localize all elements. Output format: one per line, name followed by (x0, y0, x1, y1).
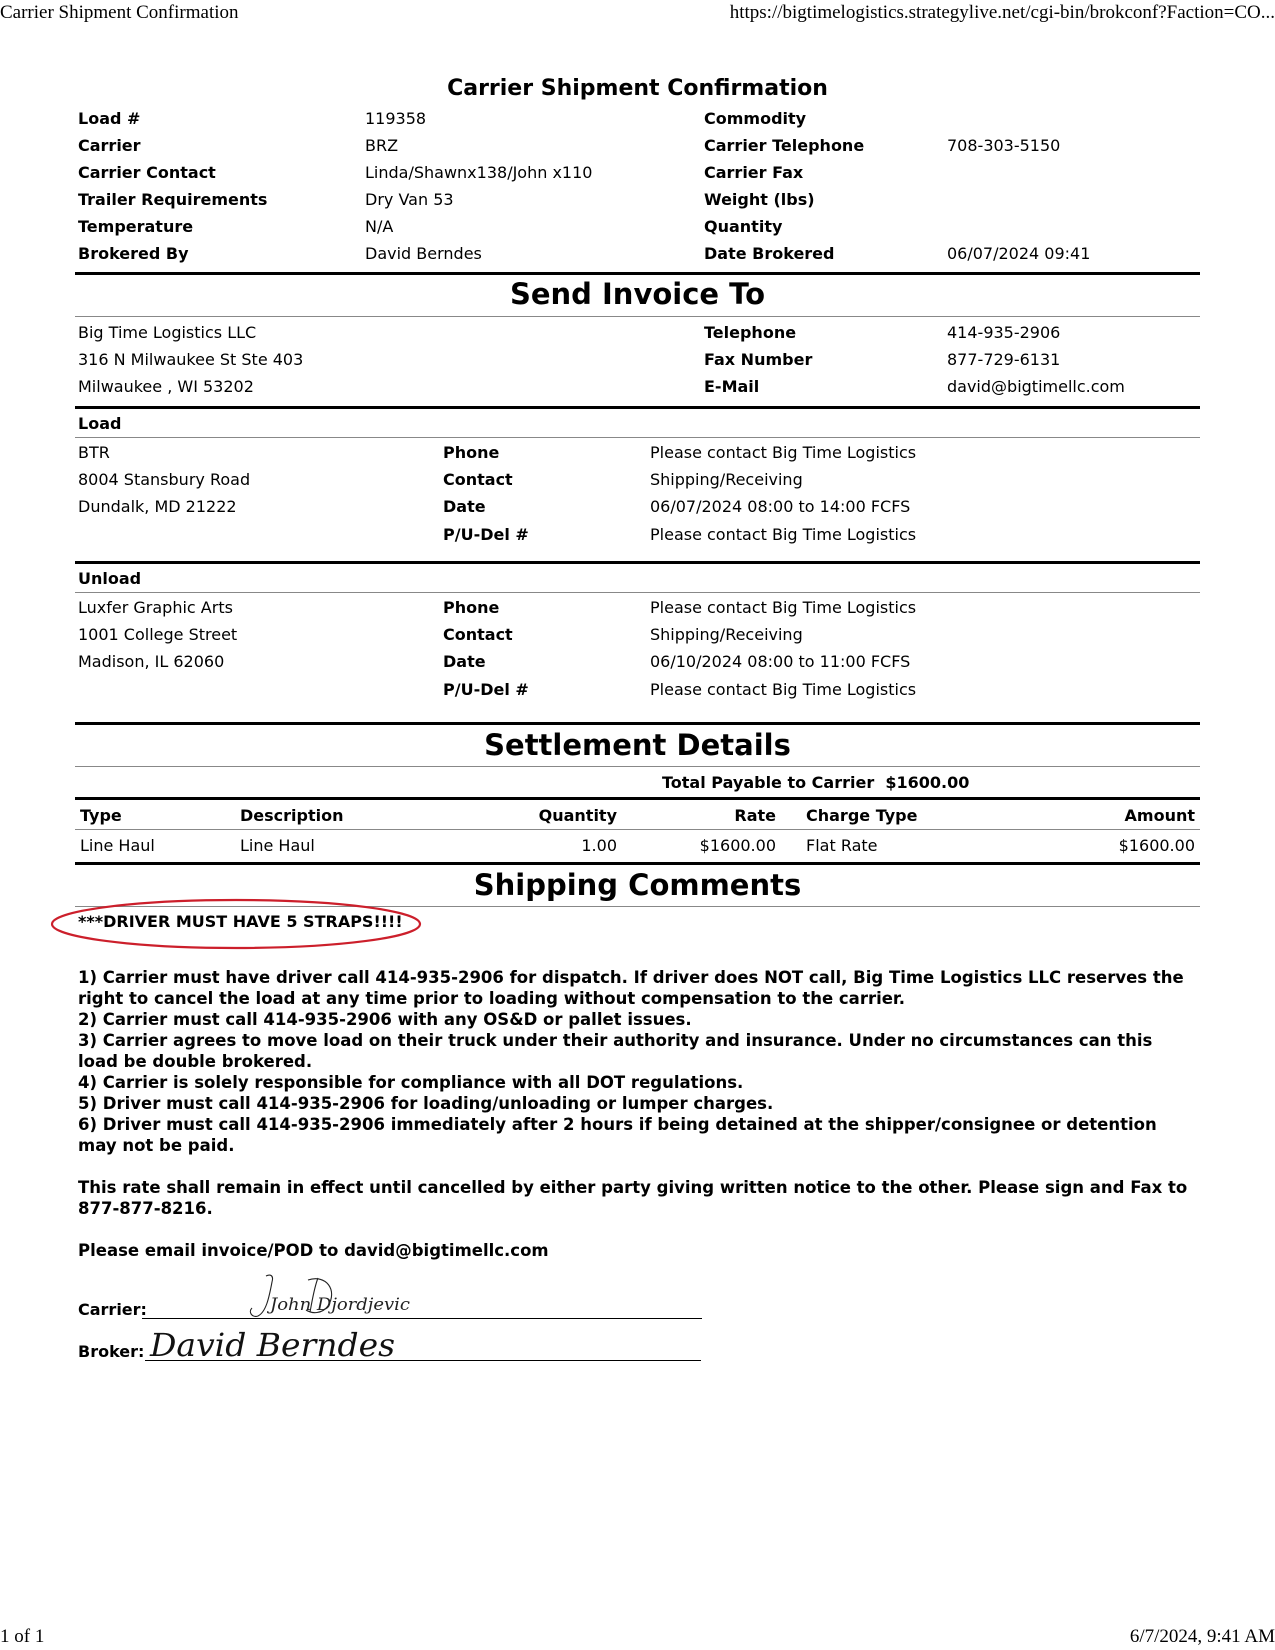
unload-phone-value: Please contact Big Time Logistics (650, 598, 917, 617)
cell-rate: $1600.00 (699, 836, 776, 855)
trailer-requirements-value: Dry Van 53 (365, 190, 454, 209)
unload-address-line1: 1001 College Street (78, 625, 238, 644)
page-counter: 1 of 1 (0, 1626, 45, 1647)
print-page-title: Carrier Shipment Confirmation (0, 2, 239, 23)
quantity-label: Quantity (704, 217, 783, 236)
invoice-address-line2: Milwaukee , WI 53202 (78, 377, 254, 396)
divider (75, 592, 1200, 593)
print-url: https://bigtimelogistics.strategylive.net/cgi-bin/brokconf?Faction=CO... (729, 2, 1275, 23)
load-number-value: 119358 (365, 109, 427, 128)
carrier-telephone-value: 708-303-5150 (947, 136, 1061, 155)
load-address-line2: Dundalk, MD 21222 (78, 497, 237, 516)
unload-address-line2: Madison, IL 62060 (78, 652, 225, 671)
term-item: 1) Carrier must have driver call 414-935-2906 for dispatch. If driver does NOT call, Big Time Logistics LLC reserves the right to cancel the load at any time prior to loading without compensation to the carrier. (78, 968, 1184, 1008)
load-contact-value: Shipping/Receiving (650, 470, 803, 489)
trailer-requirements-label: Trailer Requirements (78, 190, 268, 209)
cell-type: Line Haul (80, 836, 155, 855)
document-title: Carrier Shipment Confirmation (447, 76, 828, 101)
column-header-charge-type: Charge Type (806, 806, 918, 825)
broker-signature (148, 1318, 408, 1366)
carrier-label: Carrier (78, 136, 141, 155)
divider (75, 862, 1200, 865)
date-brokered-label: Date Brokered (704, 244, 835, 263)
load-address-line1: 8004 Stansbury Road (78, 470, 251, 489)
send-invoice-heading: Send Invoice To (509, 277, 766, 311)
divider (75, 829, 1200, 830)
cell-amount: $1600.00 (1118, 836, 1195, 855)
load-phone-label: Phone (443, 443, 500, 462)
divider (75, 561, 1200, 564)
unload-pudel-value: Please contact Big Time Logistics (650, 680, 917, 699)
divider (75, 316, 1200, 317)
rate-validity-note: This rate shall remain in effect until cancelled by either party giving written notice to the other. Please sign and Fax to 877-877-8216. (78, 1178, 1188, 1218)
invoice-fax-value: 877-729-6131 (947, 350, 1061, 369)
term-item: 2) Carrier must call 414-935-2906 with any OS&D or pallet issues. (78, 1010, 692, 1029)
invoice-company-name: Big Time Logistics LLC (78, 323, 257, 342)
load-contact-label: Contact (443, 470, 513, 489)
load-heading: Load (78, 414, 122, 433)
invoice-email-label: E-Mail (704, 377, 760, 396)
terms-list (78, 967, 1198, 1156)
unload-date-label: Date (443, 652, 486, 671)
column-header-quantity: Quantity (538, 806, 617, 825)
column-header-type: Type (80, 806, 122, 825)
load-date-value: 06/07/2024 08:00 to 14:00 FCFS (650, 497, 911, 516)
shipping-comments-heading: Shipping Comments (473, 868, 802, 902)
invoice-email-value: david@bigtimellc.com (947, 377, 1125, 396)
broker-signature-label: Broker: (78, 1342, 145, 1361)
unload-contact-value: Shipping/Receiving (650, 625, 803, 644)
carrier-contact-label: Carrier Contact (78, 163, 216, 182)
settlement-heading: Settlement Details (484, 728, 791, 762)
cell-quantity: 1.00 (581, 836, 617, 855)
term-item: 6) Driver must call 414-935-2906 immediately after 2 hours if being detained at the shipper/consignee or detention may not be paid. (78, 1115, 1157, 1155)
driver-straps-note: ***DRIVER MUST HAVE 5 STRAPS!!!! (78, 912, 403, 931)
cell-charge-type: Flat Rate (806, 836, 878, 855)
print-datetime: 6/7/2024, 9:41 AM (1129, 1626, 1275, 1647)
temperature-label: Temperature (78, 217, 194, 236)
divider (75, 272, 1200, 275)
term-item: 4) Carrier is solely responsible for compliance with all DOT regulations. (78, 1073, 744, 1092)
total-payable-label: Total Payable to Carrier (662, 773, 875, 792)
unload-date-value: 06/10/2024 08:00 to 11:00 FCFS (650, 652, 911, 671)
total-payable-value: $1600.00 (885, 773, 970, 792)
column-header-rate: Rate (734, 806, 776, 825)
load-pudel-value: Please contact Big Time Logistics (650, 525, 917, 544)
divider (75, 437, 1200, 438)
invoice-address-line1: 316 N Milwaukee St Ste 403 (78, 350, 304, 369)
divider (75, 722, 1200, 725)
load-pudel-label: P/U-Del # (443, 525, 529, 544)
unload-phone-label: Phone (443, 598, 500, 617)
unload-pudel-label: P/U-Del # (443, 680, 529, 699)
carrier-telephone-label: Carrier Telephone (704, 136, 865, 155)
date-brokered-value: 06/07/2024 09:41 (947, 244, 1091, 263)
divider (75, 797, 1200, 800)
load-name: BTR (78, 443, 110, 462)
column-header-amount: Amount (1124, 806, 1195, 825)
invoice-telephone-label: Telephone (704, 323, 797, 342)
weight-label: Weight (lbs) (704, 190, 815, 209)
carrier-value: BRZ (365, 136, 399, 155)
carrier-contact-value: Linda/Shawnx138/John x110 (365, 163, 593, 182)
term-item: 5) Driver must call 414-935-2906 for loading/unloading or lumper charges. (78, 1094, 774, 1113)
invoice-fax-label: Fax Number (704, 350, 813, 369)
temperature-value: N/A (365, 217, 394, 236)
invoice-telephone-value: 414-935-2906 (947, 323, 1061, 342)
email-invoice-note: Please email invoice/POD to david@bigtimellc.com (78, 1241, 549, 1260)
term-item: 3) Carrier agrees to move load on their truck under their authority and insurance. Under no circumstances can this load be double brokered. (78, 1031, 1153, 1071)
unload-contact-label: Contact (443, 625, 513, 644)
total-payable (662, 773, 969, 792)
brokered-by-value: David Berndes (365, 244, 482, 263)
load-number-label: Load # (78, 109, 141, 128)
unload-name: Luxfer Graphic Arts (78, 598, 233, 617)
carrier-signature-text: John Djordjevic (266, 1295, 411, 1315)
divider (75, 406, 1200, 409)
brokered-by-label: Brokered By (78, 244, 189, 263)
carrier-fax-label: Carrier Fax (704, 163, 804, 182)
column-header-description: Description (240, 806, 344, 825)
divider (75, 766, 1200, 767)
commodity-label: Commodity (704, 109, 807, 128)
carrier-signature-label: Carrier: (78, 1300, 147, 1319)
unload-heading: Unload (78, 569, 142, 588)
broker-signature-text: David Berndes (148, 1326, 395, 1364)
load-date-label: Date (443, 497, 486, 516)
load-phone-value: Please contact Big Time Logistics (650, 443, 917, 462)
cell-description: Line Haul (240, 836, 315, 855)
